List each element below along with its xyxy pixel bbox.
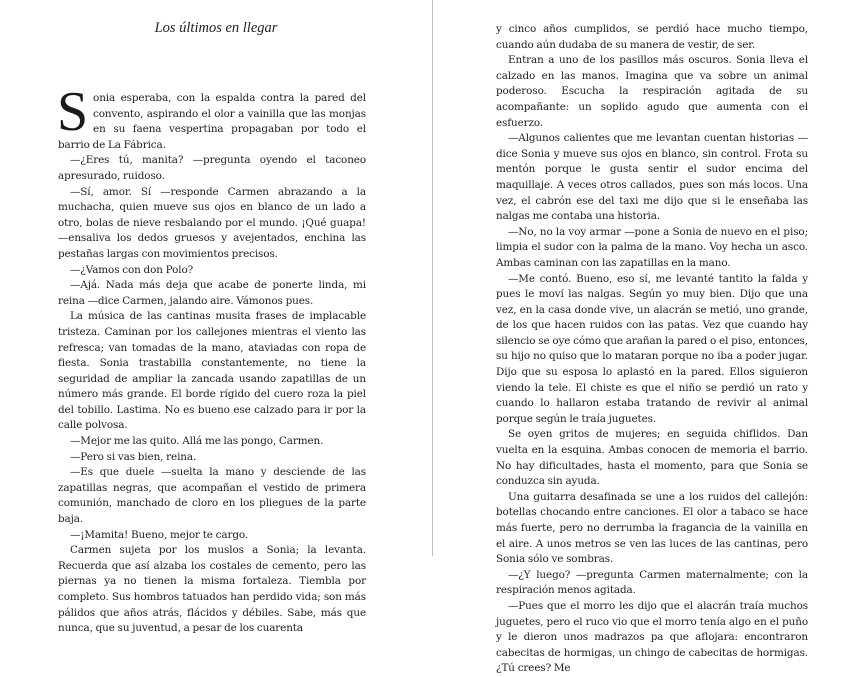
- paragraph: —¿Y luego? —pregunta Carmen maternalmente; con la respiración menos agitada.: [496, 568, 808, 597]
- paragraph: Carmen sujeta por los muslos a Sonia; la levanta. Recuerda que así alzaba los costales de cemento, pero las piernas ya no tienen la misma fortaleza. Tiembla por completo. Sus hombros tatuados han perdido vida; son más pálidos que años atrás, flácidos y débiles. Sabe, más que nunca, que su juventud, a pesar de los cuarenta: [58, 544, 366, 635]
- paragraph-continuation: y cinco años cumplidos, se perdió hace mucho tiempo, cuando aún dudaba de su manera de vestir, de ser.: [496, 23, 808, 51]
- left-page-text: [57, 81, 366, 637]
- paragraph: —Algunos calientes que me levantan cuentan historias —dice Sonia y mueve sus ojos en blanco, sin control. Frota su mentón porque le gusta sentir el sudor encima del maquillaje. A veces otros callados, pues son más locos. Una vez, el cabrón ese del taxi me dijo que si le enseñaba las nalgas me contaba una historia.: [496, 132, 808, 223]
- paragraph: Entran a uno de los pasillos más oscuros. Sonia lleva el calzado en las manos. Imagina que va sobre un animal poderoso. Escucha la respiración agitada de su acompañante: un soplido agudo que aumenta con el esfuerzo.: [496, 54, 808, 129]
- paragraph: —¡Mamita! Bueno, mejor te cargo.: [70, 528, 249, 541]
- paragraph: —Pues que el morro les dijo que el alacrán traía muchos juguetes, pero el ruco vio que el morro tenía algo en el puño y le dieron unos madrazos pa que aflojara: encontraron cabecitas de hormigas, un chingo de cabecitas de hormigas. ¿Tú crees? Me: [496, 599, 808, 675]
- opening-text: onia esperaba, con la espalda contra la pared del convento, aspirando el olor a vainilla que las monjas en su faena vespertina propagaban por todo el barrio de La Fábrica.: [58, 92, 366, 151]
- paragraph: —¿Eres tú, manita? —pregunta oyendo el taconeo apresurado, ruidoso.: [58, 154, 366, 182]
- paragraph: La música de las cantinas musita frases de implacable tristeza. Caminan por los callejones mientras el viento las refresca; van tomadas de la mano, ataviadas con ropa de fiesta. Sonia trastabilla constantemente, no tiene la seguridad de ampliar la zancada usando zapatillas de un número más grande. El borde rígido del cuero roza la piel del tobillo. Lastima. No es bueno ese calzado para ir por la calle polvosa.: [58, 310, 366, 432]
- drop-cap: S: [57, 81, 89, 143]
- chapter-title: Los últimos en llegar: [154, 20, 278, 36]
- page-gutter: [432, 0, 433, 556]
- right-page-text: [496, 22, 808, 677]
- left-page: [0, 0, 432, 635]
- paragraph: Una guitarra desafinada se une a los ruidos del callejón: botellas chocando entre canciones. El olor a tabaco se hace más fuerte, pero no derrumba la fragancia de la vainilla en el aire. A unos metros se ven las luces de las cantinas, pero Sonia sólo ve sombras.: [496, 490, 808, 566]
- paragraph-opening: [57, 81, 366, 153]
- paragraph: Se oyen gritos de mujeres; en seguida chiflidos. Dan vuelta en la esquina. Ambas conocen de memoria el barrio. No hay dificultades, hasta el momento, para que Sonia se conduzca sin ayuda.: [496, 428, 808, 488]
- paragraph: —Me contó. Bueno, eso sí, me levanté tantito la falda y pues le moví las nalgas. Según yo muy bien. Dijo que una vez, en la casa donde vive, un alacrán se metió, uno grande, de los que hacen ruidos con las patas. Vez que cuando hay silencio se oye cómo que arañan la pared o el piso, entonces, su hijo no quiso que lo mataran porque no iba a poder jugar. Dijo que su esposa lo aplastó en la pared. Ellos siguieron viendo la tele. El chiste es que el niño se perdió un rato y cuando lo hallaron estaba tratando de revivir al animal porque según le traía juguetes.: [496, 272, 808, 425]
- paragraph: —Mejor me las quito. Allá me las pongo, Carmen.: [70, 435, 324, 448]
- right-page: [434, 0, 864, 675]
- paragraph: —¿Vamos con don Polo?: [70, 263, 194, 276]
- paragraph: —Pero si vas bien, reina.: [70, 450, 197, 463]
- paragraph: —Es que duele —suelta la mano y desciende de las zapatillas negras, que acompañan el vestido de primera comunión, manchado de cloro en los pliegues de la parte baja.: [58, 466, 366, 526]
- paragraph: —Sí, amor. Sí —responde Carmen abrazando a la muchacha, quien mueve sus ojos en blanco de un lado a otro, bolas de nieve resbalando por el mundo. ¡Qué guapa! —ensaliva los dedos gruesos y avejentados, enchina las pestañas largas con movimientos precisos.: [58, 185, 366, 260]
- paragraph: —No, no la voy armar —pone a Sonia de nuevo en el piso; limpia el sudor con la palma de la mano. Voy hecha un asco. Ambas caminan con las zapatillas en la mano.: [496, 225, 808, 269]
- paragraph: —Ajá. Nada más deja que acabe de ponerte linda, mi reina —dice Carmen, jalando aire. Vámonos pues.: [58, 279, 366, 307]
